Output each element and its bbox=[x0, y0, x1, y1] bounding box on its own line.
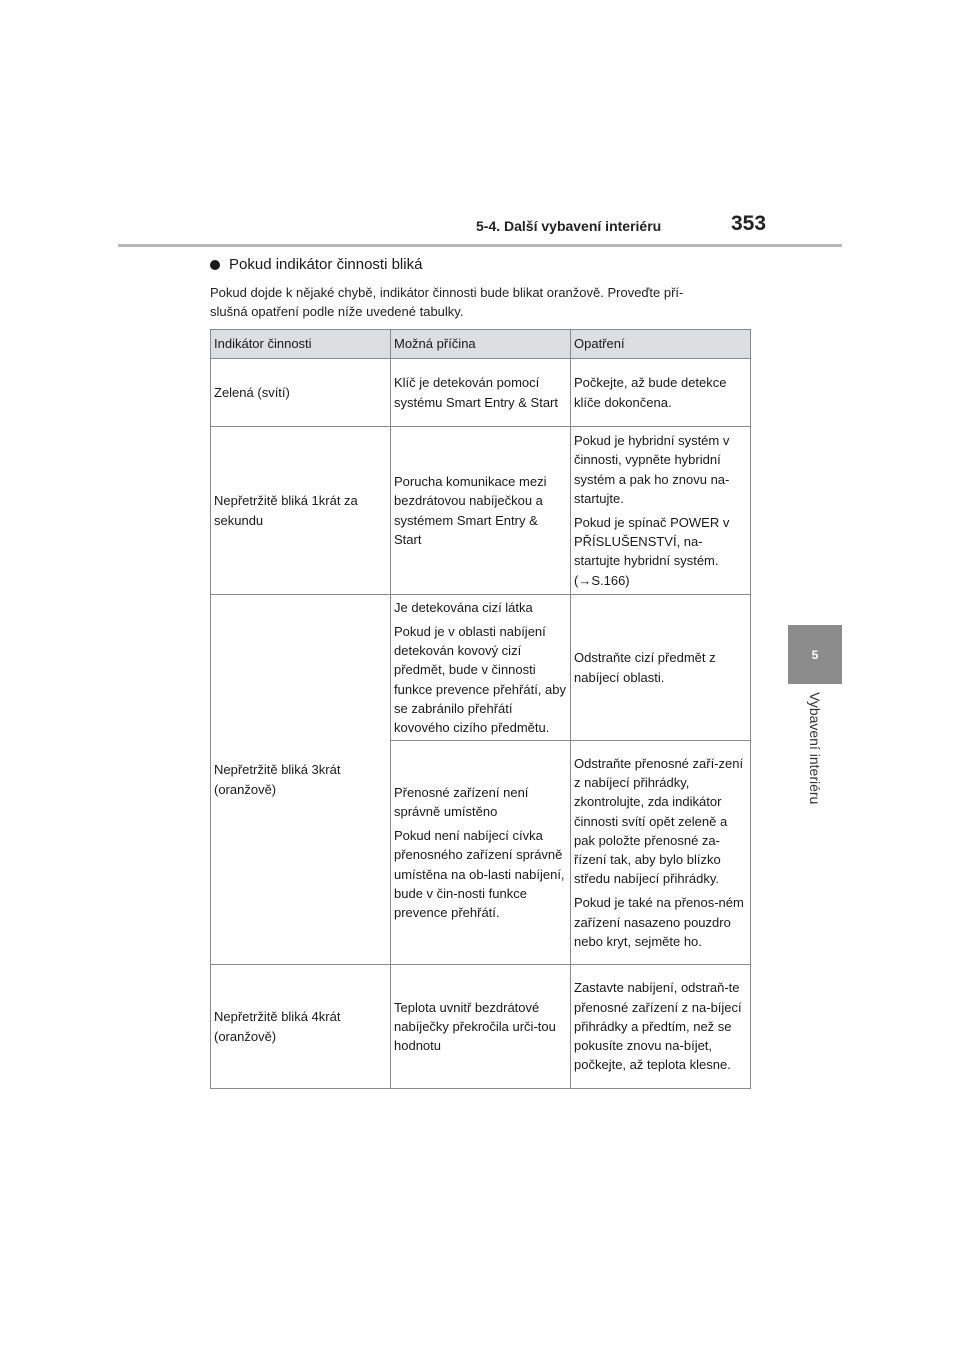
cause-cell: Je detekována cizí látka Pokud je v oblasti nabíjení detekován kovový cizí předmět, bude v činnosti funkce prevence přehřátí, aby se zabránilo přehřátí kovového cizího předmětu. bbox=[391, 595, 571, 741]
column-header-cause: Možná příčina bbox=[391, 330, 571, 359]
cause-cell: Klíč je detekován pomocí systému Smart Entry & Start bbox=[391, 359, 571, 427]
action-cell: Počkejte, až bude detekce klíče dokončena. bbox=[571, 359, 751, 427]
indicator-cell: Nepřetržitě bliká 3krát (oranžově) bbox=[211, 595, 391, 965]
bullet-icon bbox=[210, 260, 220, 270]
section-title: 5-4. Další vybavení interiéru bbox=[476, 218, 662, 234]
indicator-cell: Zelená (svítí) bbox=[211, 359, 391, 427]
subsection-heading bbox=[210, 256, 422, 273]
chapter-title: Vybavení interiéru bbox=[807, 692, 823, 805]
page-number: 353 bbox=[731, 212, 767, 235]
indicator-cell: Nepřetržitě bliká 4krát (oranžově) bbox=[211, 965, 391, 1089]
chapter-side-label bbox=[770, 692, 860, 820]
table-row bbox=[211, 965, 751, 1089]
action-cell: Odstraňte cizí předmět z nabíjecí oblasti. bbox=[571, 595, 751, 741]
intro-line: Pokud dojde k nějaké chybě, indikátor činnosti bude blikat oranžově. Proveďte pří- bbox=[210, 285, 684, 300]
action-cell: Pokud je hybridní systém v činnosti, vypněte hybridní systém a pak ho znovu na-startujte. Pokud je spínač POWER v PŘÍSLUŠENSTVÍ, na-startujte hybridní systém. (→S.166) bbox=[571, 427, 751, 595]
table-row bbox=[211, 595, 751, 741]
table-row bbox=[211, 427, 751, 595]
header-divider bbox=[118, 244, 842, 247]
table-row bbox=[211, 359, 751, 427]
indicator-table bbox=[210, 329, 751, 1089]
intro-paragraph bbox=[210, 283, 750, 321]
table-header-row bbox=[211, 330, 751, 359]
column-header-indicator: Indikátor činnosti bbox=[211, 330, 391, 359]
action-cell: Odstraňte přenosné zaří-zení z nabíjecí přihrádky, zkontrolujte, zda indikátor činnosti svítí opět zeleně a pak položte přenosné za-řízení tak, aby bylo blízko středu nabíjecí přihrádky. Pokud je také na přenos-ném zařízení nasazeno pouzdro nebo kryt, sejměte ho. bbox=[571, 741, 751, 965]
action-cell: Zastavte nabíjení, odstraň-te přenosné zařízení z na-bíjecí přihrádky a předtím, než se pokusíte znovu na-bíjet, počkejte, až teplota klesne. bbox=[571, 965, 751, 1089]
indicator-cell: Nepřetržitě bliká 1krát za sekundu bbox=[211, 427, 391, 595]
cause-cell: Přenosné zařízení není správně umístěno Pokud není nabíjecí cívka přenosného zařízení správně umístěna na ob-lasti nabíjení, bude v čin-nosti funkce prevence přehřátí. bbox=[391, 741, 571, 965]
chapter-number: 5 bbox=[811, 647, 819, 662]
cause-cell: Teplota uvnitř bezdrátové nabíječky překročila urči-tou hodnotu bbox=[391, 965, 571, 1089]
intro-line: slušná opatření podle níže uvedené tabulky. bbox=[210, 304, 464, 319]
heading-text: Pokud indikátor činnosti bliká bbox=[229, 256, 423, 273]
column-header-action: Opatření bbox=[571, 330, 751, 359]
cause-cell: Porucha komunikace mezi bezdrátovou nabíječkou a systémem Smart Entry & Start bbox=[391, 427, 571, 595]
chapter-tab bbox=[788, 625, 842, 684]
